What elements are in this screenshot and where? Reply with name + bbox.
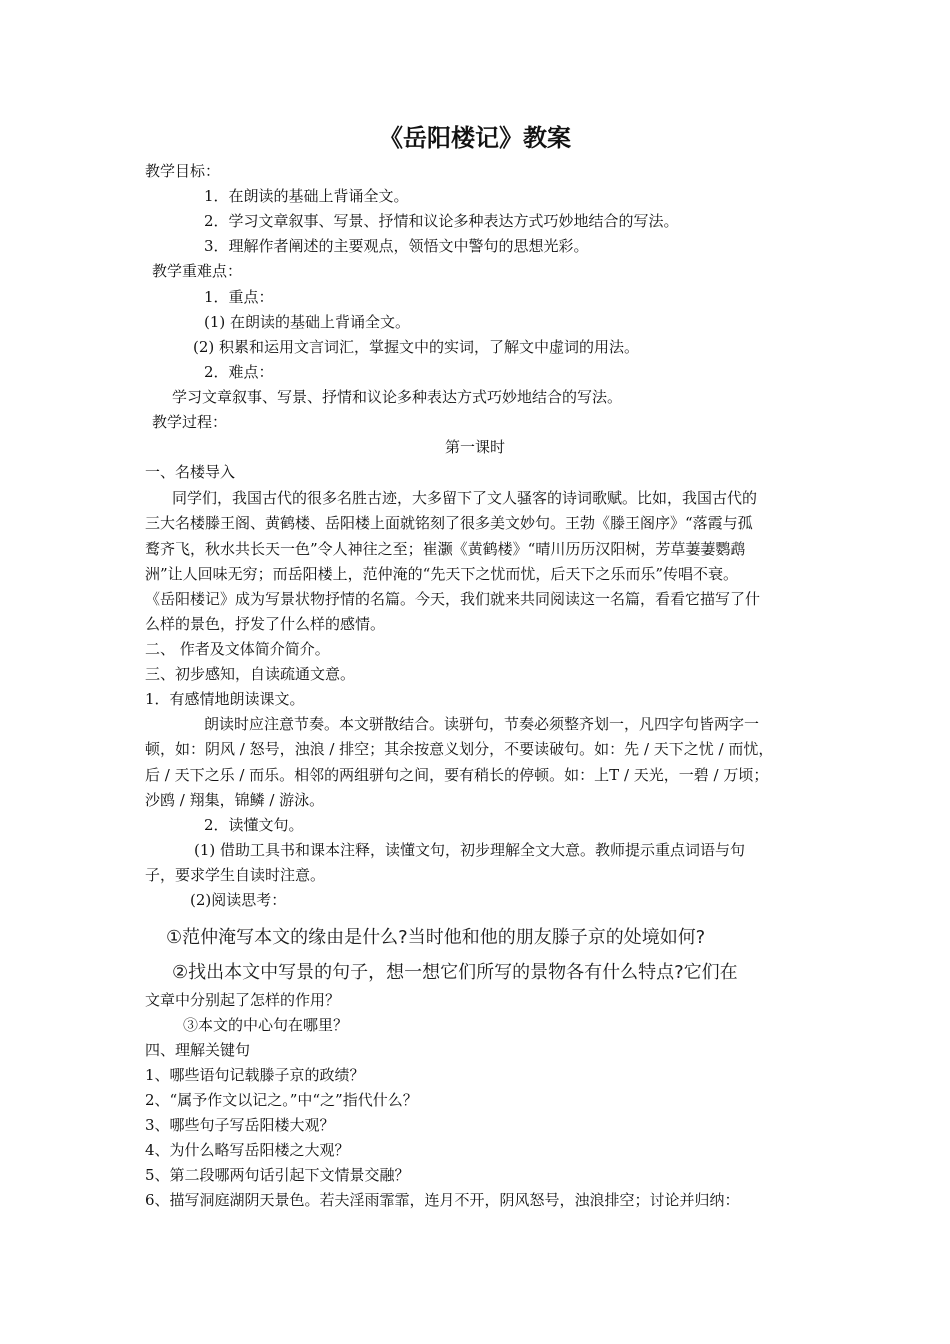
key-item: (1) 在朗读的基础上背诵全文。 (204, 313, 411, 331)
section-heading: 一、名楼导入 (145, 463, 236, 481)
difficulty-label: 2．难点： (204, 363, 274, 381)
objectives-heading: 教学目标： (145, 162, 221, 180)
question-3: ③本文的中心句在哪里？ (183, 1016, 349, 1034)
paragraph-line: 朗读时应注意节奏。本文骈散结合。读骈句，节奏必须整齐划一，凡四字句皆两字一 (204, 715, 760, 733)
question-2: ②找出本文中写景的句子，想一想它们所写的景物各有什么特点?它们在 (172, 962, 738, 983)
document-title: 《岳阳楼记》教案 (379, 124, 571, 152)
question-2-cont: 文章中分别起了怎样的作用？ (145, 991, 341, 1009)
item-label: 1．有感情地朗读课文。 (145, 690, 305, 708)
key-item: (2) 积累和运用文言词汇，掌握文中的实词，了解文中虚词的用法。 (193, 338, 640, 356)
paragraph-line: (1) 借助工具书和课本注释，读懂文句，初步理解全文大意。教师提示重点词语与句 (194, 841, 746, 859)
key-points-heading: 教学重难点： (152, 262, 243, 280)
question-1: ①范仲淹写本文的缘由是什么?当时他和他的朋友滕子京的处境如何? (166, 927, 706, 948)
paragraph-line: 同学们，我国古代的很多名胜古迹，大多留下了文人骚客的诗词歌赋。比如，我国古代的 (172, 489, 758, 507)
list-item: 4、为什么略写岳阳楼之大观？ (145, 1141, 350, 1159)
paragraph-line: 子，要求学生自读时注意。 (145, 866, 326, 884)
paragraph-line: 《岳阳楼记》成为写景状物抒情的名篇。今天，我们就来共同阅读这一名篇，看看它描写了什 (145, 590, 761, 608)
section-heading: 二、 作者及文体简介简介。 (145, 640, 330, 658)
objective-item: 2．学习文章叙事、写景、抒情和议论多种表达方式巧妙地结合的写法。 (204, 212, 679, 230)
lesson-title: 第一课时 (444, 438, 505, 456)
process-heading: 教学过程： (152, 413, 228, 431)
paragraph-line: 么样的景色，抒发了什么样的感情。 (145, 615, 386, 633)
paragraph-line: 鹜齐飞，秋水共长天一色”令人神往之至；崔灏《黄鹤楼》“晴川历历汉阳树，芳草萋萋鹦鹉 (145, 540, 746, 558)
paragraph-line: 三大名楼滕王阁、黄鹤楼、岳阳楼上面就铭刻了很多美文妙句。王勃《滕王阁序》“落霞与孤 (145, 514, 753, 532)
list-item: 2、“属予作文以记之。”中“之”指代什么？ (145, 1091, 418, 1109)
paragraph-line: 洲”让人回味无穷；而岳阳楼上，范仲淹的“先天下之忧而忧，后天下之乐而乐”传唱不衰。 (145, 565, 739, 583)
section-heading: 四、理解关键句 (145, 1041, 251, 1059)
paragraph-line: 后 / 天下之乐 / 而乐。相邻的两组骈句之间，要有稍长的停顿。如：上T / 天光，一碧 / 万顷； (145, 766, 769, 784)
section-heading: 三、初步感知，自读疏通文意。 (145, 665, 356, 683)
key-label: 1．重点： (204, 288, 274, 306)
paragraph-line: 顿，如：阴风 / 怒号，浊浪 / 排空；其余按意义划分，不要读破句。如：先 / 天下之忧 / 而忧， (145, 740, 774, 758)
objective-item: 1．在朗读的基础上背诵全文。 (204, 187, 409, 205)
difficulty-text: 学习文章叙事、写景、抒情和议论多种表达方式巧妙地结合的写法。 (172, 388, 623, 406)
list-item: 1、哪些语句记载滕子京的政绩？ (145, 1066, 365, 1084)
paragraph-line: 沙鸥 / 翔集，锦鳞 / 游泳。 (145, 791, 325, 809)
list-item: 3、哪些句子写岳阳楼大观？ (145, 1116, 335, 1134)
item-label: 2．读懂文句。 (204, 816, 304, 834)
list-item: 5、第二段哪两句话引起下文情景交融？ (145, 1166, 410, 1184)
list-item: 6、描写洞庭湖阴天景色。若夫淫雨霏霏，连月不开，阴风怒号，浊浪排空；讨论并归纳： (145, 1191, 740, 1209)
sub-item-label: (2)阅读思考： (190, 891, 287, 909)
objective-item: 3．理解作者阐述的主要观点，领悟文中警句的思想光彩。 (204, 237, 589, 255)
